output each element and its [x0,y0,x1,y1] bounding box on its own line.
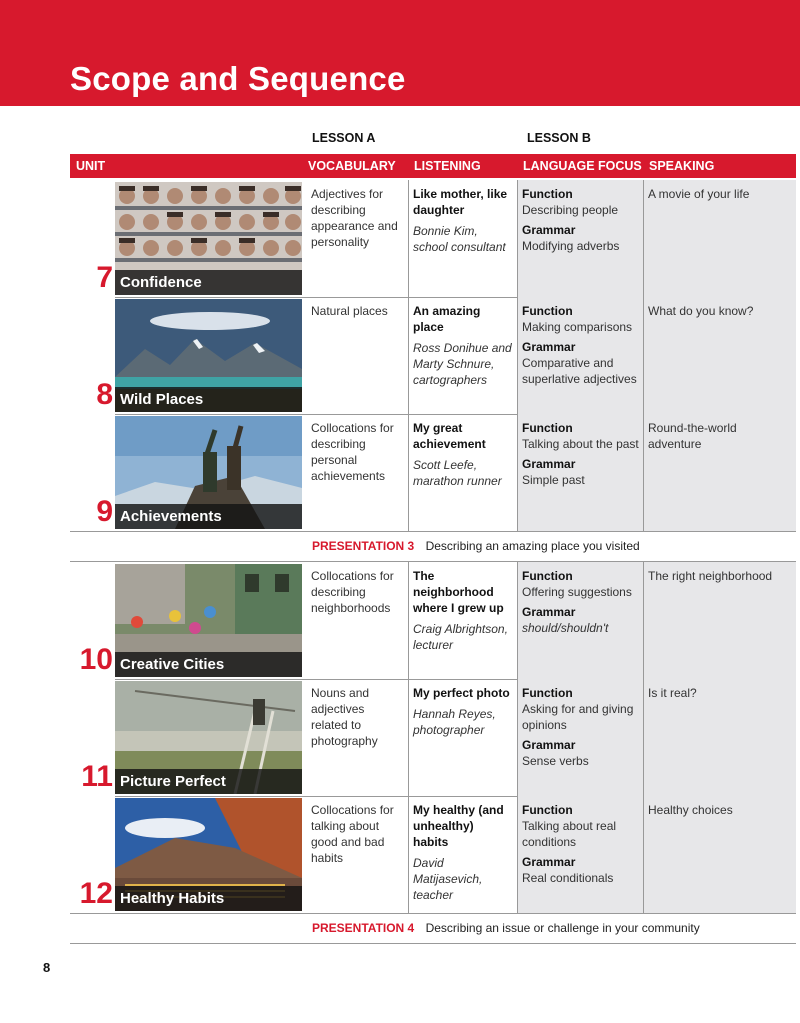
speaking-cell: A movie of your life [643,180,796,297]
unit-row-9 [70,414,796,531]
listening-title: An amazing place [413,304,481,334]
presentation-label: PRESENTATION 4 [312,921,415,935]
language-focus-cell [517,679,643,796]
photo-caption [115,769,302,794]
grammar-label: Grammar [522,605,576,619]
unit-photo-faces [115,182,302,295]
unit-title: Achievements [120,508,222,525]
speaking-cell: Healthy choices [643,796,796,913]
function-text: Talking about the past [522,437,639,451]
unit-number: 7 [96,261,113,294]
presentation-text: Describing an issue or challenge in your community [425,921,700,935]
col-unit: UNIT [76,159,106,173]
grammar-label: Grammar [522,457,576,471]
listening-cell [408,414,516,531]
column-header-bar [70,154,796,178]
col-listening: LISTENING [414,159,481,173]
presentation-3 [312,539,640,553]
unit-row-10 [70,562,796,679]
unit-number: 9 [96,495,113,528]
function-label: Function [522,187,573,201]
language-focus-cell [517,180,643,297]
unit-photo-ladder [115,681,302,794]
page-number: 8 [43,960,51,975]
unit-title: Picture Perfect [120,773,226,790]
speaking-cell: What do you know? [643,297,796,414]
listening-speaker: Scott Leefe, marathon runner [413,458,502,488]
language-focus-cell [517,796,643,913]
unit-title: Creative Cities [120,656,225,673]
unit-row-12 [70,796,796,913]
grammar-label: Grammar [522,855,576,869]
function-text: Making comparisons [522,320,633,334]
photo-caption [115,652,302,677]
unit-number: 8 [96,378,113,411]
grammar-label: Grammar [522,738,576,752]
listening-speaker: Bonnie Kim, school consultant [413,224,506,254]
col-vocabulary: VOCABULARY [308,159,396,173]
unit-row-7 [70,180,796,297]
unit-photo-mountains [115,299,302,412]
presentation-text: Describing an amazing place you visited [425,539,640,553]
unit-number: 12 [79,877,113,910]
function-text: Offering suggestions [522,585,632,599]
vocabulary-cell: Collocations for describing personal achievements [311,421,394,483]
grammar-text: should/shouldn't [522,621,609,635]
grammar-text: Comparative and superlative adjectives [522,356,637,386]
listening-title: My perfect photo [413,686,510,700]
language-focus-cell [517,297,643,414]
listening-speaker: Craig Albrightson, lecturer [413,622,508,652]
grammar-label: Grammar [522,223,576,237]
grammar-text: Modifying adverbs [522,239,620,253]
function-text: Talking about real conditions [522,819,617,849]
title-banner [0,0,800,106]
language-focus-cell [517,562,643,679]
speaking-cell: The right neighborhood [643,562,796,679]
listening-title: My healthy (and unhealthy) habits [413,803,504,849]
unit-photo-street [115,564,302,677]
photo-caption [115,504,302,529]
function-text: Describing people [522,203,619,217]
unit-number: 11 [81,760,113,793]
presentation-rule [70,531,796,532]
presentation-label: PRESENTATION 3 [312,539,415,553]
listening-title: Like mother, like daughter [413,187,508,217]
function-label: Function [522,803,573,817]
page-title: Scope and Sequence [70,60,406,97]
listening-cell [408,796,516,913]
photo-caption [115,886,302,911]
vocabulary-cell: Adjectives for describing appearance and personality [311,187,398,249]
unit-row-11 [70,679,796,796]
function-label: Function [522,304,573,318]
function-text: Asking for and giving opinions [522,702,634,732]
speaking-cell: Is it real? [643,679,796,796]
unit-title: Wild Places [120,391,204,408]
presentation-rule [70,943,796,944]
listening-title: My great achievement [413,421,486,451]
unit-row-8 [70,297,796,414]
unit-photo-climbers [115,416,302,529]
listening-title: The neighborhood where I grew up [413,569,504,615]
unit-title: Confidence [120,274,202,291]
listening-cell [408,297,516,414]
photo-caption [115,387,302,412]
listening-cell [408,562,516,679]
vocabulary-cell: Collocations for describing neighborhoods [311,569,394,615]
function-label: Function [522,569,573,583]
listening-cell [408,180,516,297]
vocabulary-cell: Nouns and adjectives related to photography [311,686,378,748]
lesson-b-label: LESSON B [527,131,591,145]
function-label: Function [522,421,573,435]
listening-cell [408,679,516,796]
col-language-focus: LANGUAGE FOCUS [523,159,642,173]
presentation-rule [70,913,796,914]
grammar-label: Grammar [522,340,576,354]
photo-caption [115,270,302,295]
listening-speaker: David Matijasevich, teacher [413,856,483,902]
col-speaking: SPEAKING [649,159,715,173]
presentation-4 [312,921,700,935]
grammar-text: Real conditionals [522,871,614,885]
speaking-cell: Round-the-world adventure [643,414,796,531]
listening-speaker: Hannah Reyes, photographer [413,707,496,737]
language-focus-cell [517,414,643,531]
grammar-text: Sense verbs [522,754,589,768]
vocabulary-cell: Natural places [311,304,388,318]
function-label: Function [522,686,573,700]
unit-title: Healthy Habits [120,890,225,907]
grammar-text: Simple past [522,473,585,487]
unit-photo-amphitheater [115,798,302,911]
unit-number: 10 [79,643,113,676]
vocabulary-cell: Collocations for talking about good and bad habits [311,803,394,865]
listening-speaker: Ross Donihue and Marty Schnure, cartographers [413,341,512,387]
lesson-a-label: LESSON A [312,131,376,145]
